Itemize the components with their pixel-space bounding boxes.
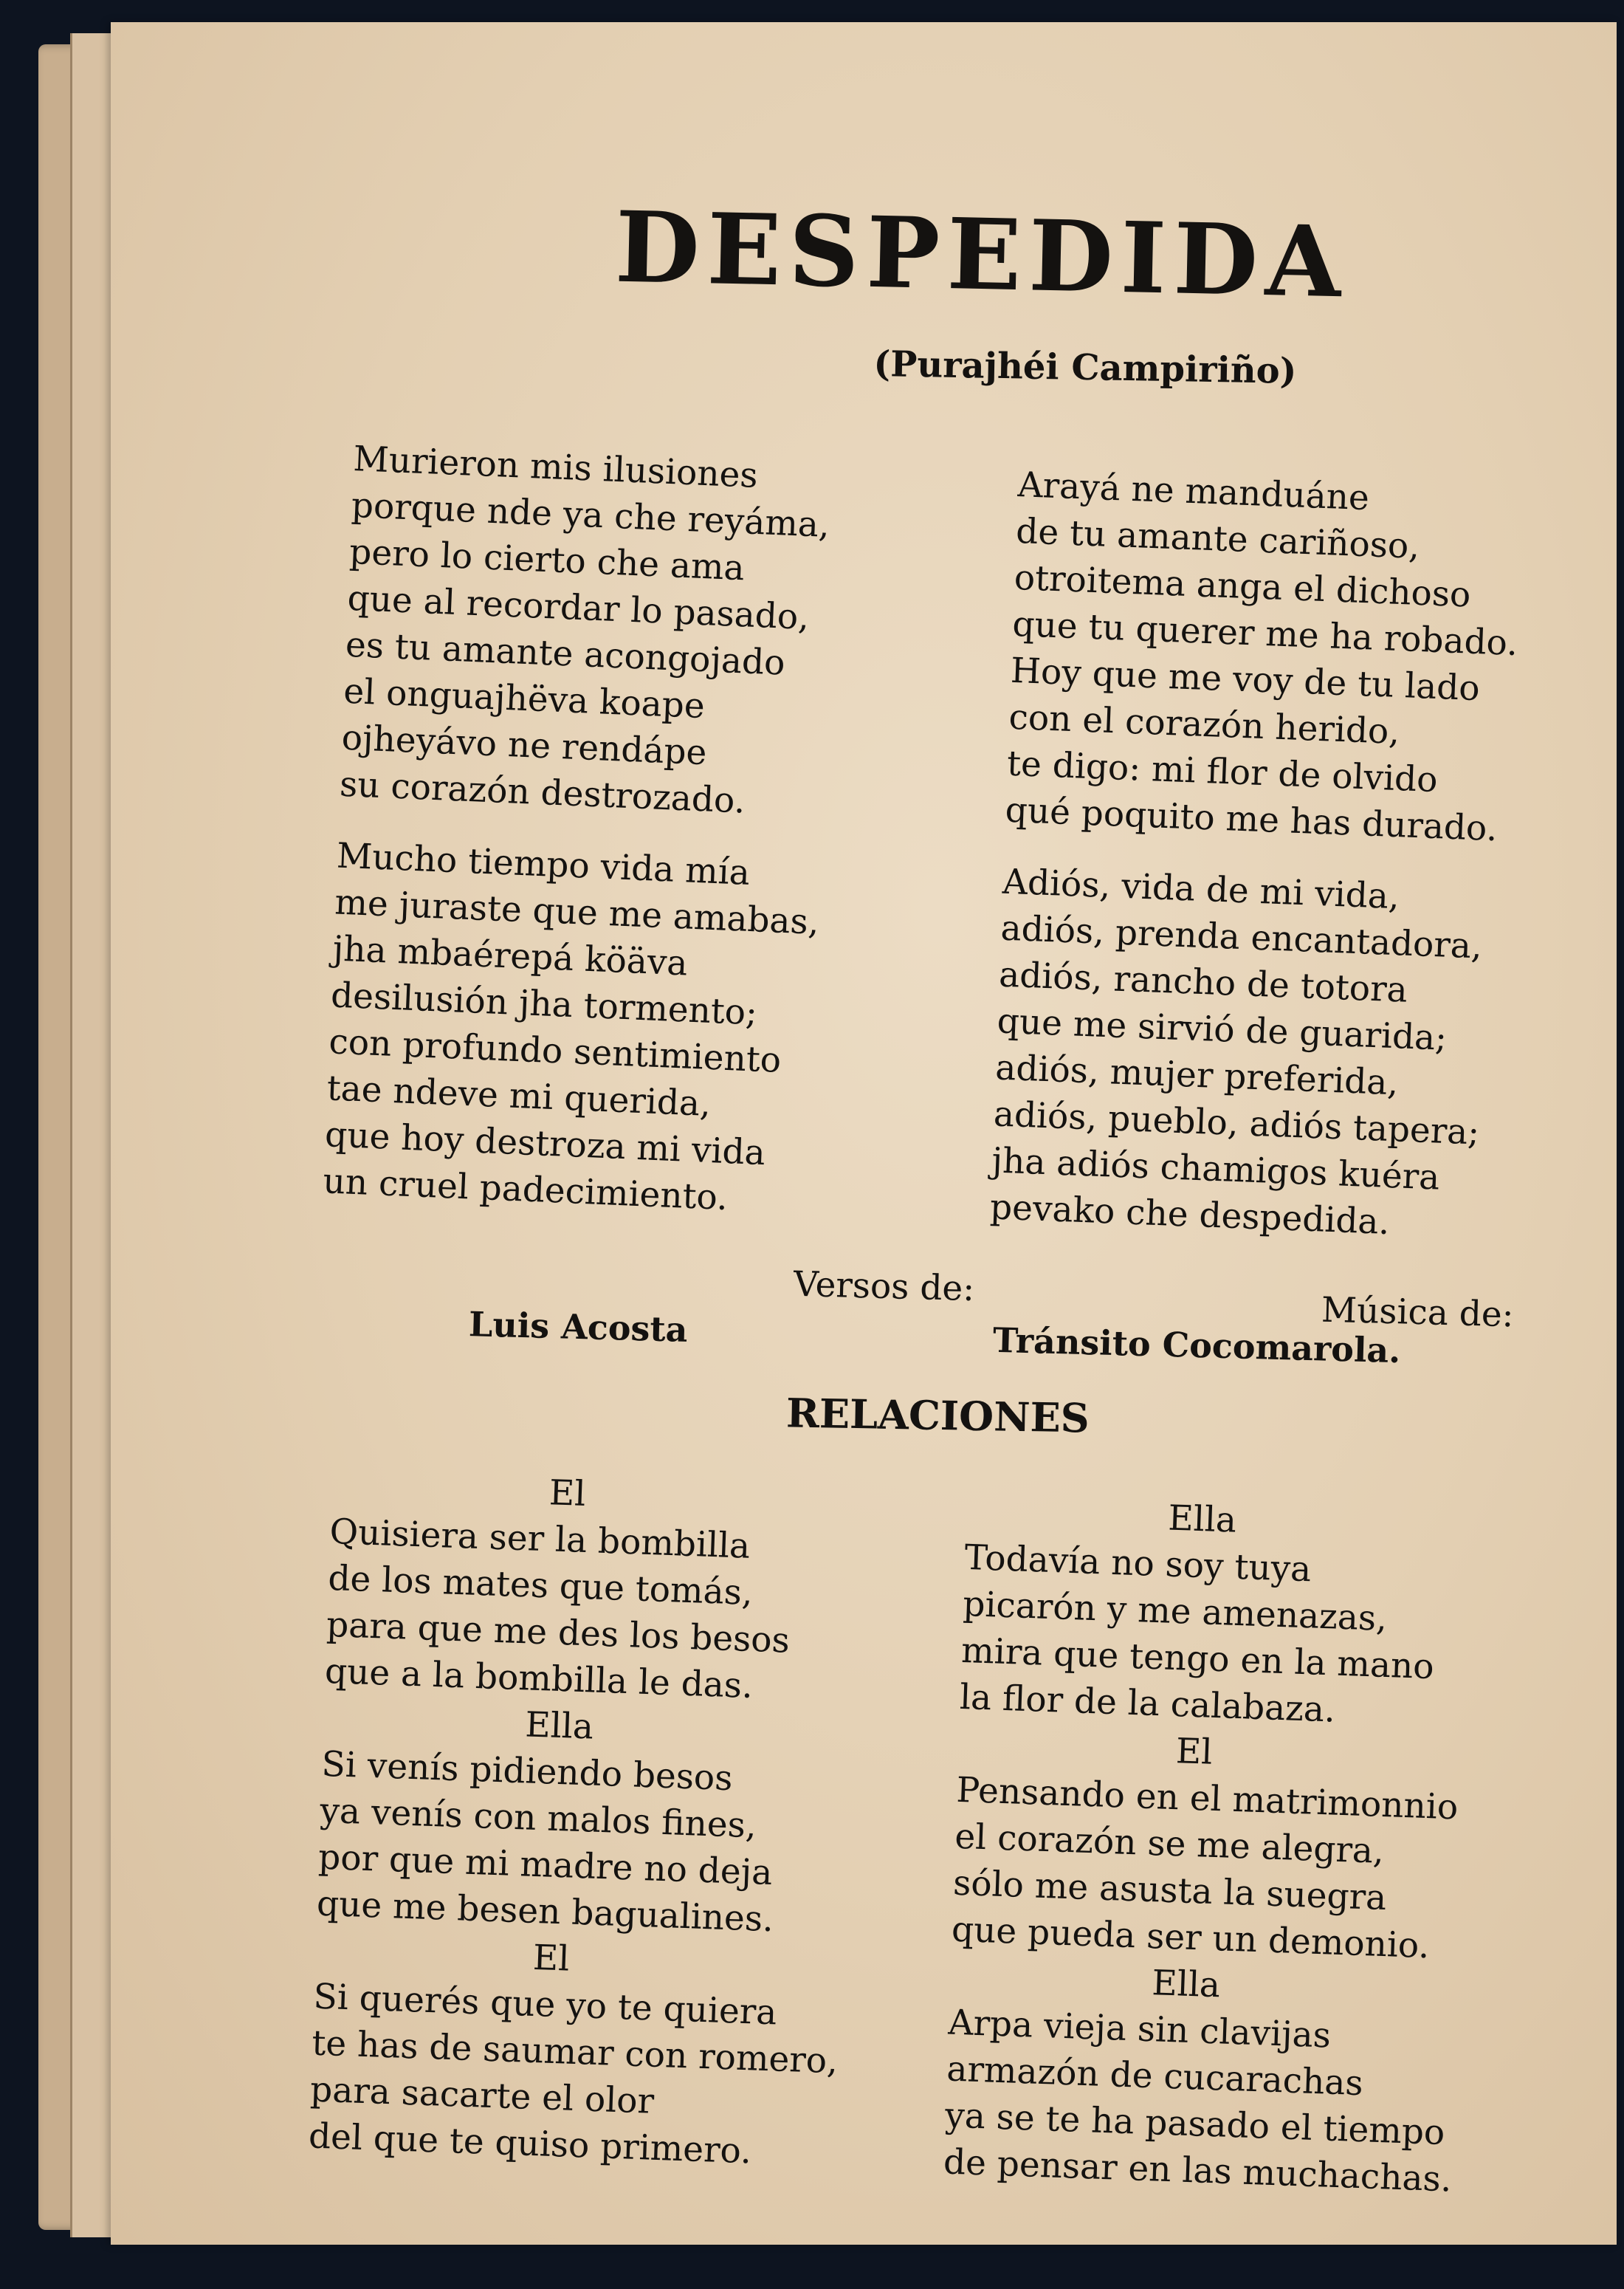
verse-line: adiós, rancho de totora: [998, 954, 1408, 1011]
verse-line: que pueda ser un demonio.: [951, 1909, 1431, 1967]
verse-line: me juraste que me amabas,: [334, 882, 820, 943]
relaciones-right-column: [943, 1488, 1475, 2203]
verse-line: la flor de la calabaza.: [959, 1676, 1336, 1731]
verse-line: con profundo sentimiento: [328, 1021, 782, 1081]
music-credit-label: Música de:: [1321, 1289, 1515, 1336]
verse-line: Si venís pidiendo besos: [320, 1743, 734, 1799]
verse-line: con el corazón herido,: [1008, 696, 1401, 753]
verse-line: por que mi madre no deja: [317, 1836, 774, 1894]
speaker-label: Ella: [524, 1704, 594, 1748]
verse-line: Hoy que me voy de tu lado: [1010, 650, 1481, 710]
verse-line: el onguajhëva koape: [343, 670, 706, 727]
speaker-label: El: [532, 1937, 571, 1980]
verse-line: otroitema anga el dichoso: [1013, 557, 1472, 616]
verse-line: que tu querer me ha robado.: [1011, 603, 1519, 665]
verse-line: armazón de cucarachas: [946, 2048, 1364, 2104]
verse-line: que al recordar lo pasado,: [346, 577, 811, 638]
verse-line: tae ndeve mi querida,: [326, 1068, 712, 1125]
verse-line: de tu amante cariñoso,: [1015, 510, 1421, 567]
verse-line: desilusión jha tormento;: [330, 975, 759, 1034]
speaker-label: Ella: [1167, 1497, 1237, 1541]
verse-line: de pensar en las muchachas.: [943, 2141, 1453, 2200]
verse-line: qué poquito me has durado.: [1004, 789, 1499, 850]
verse-line: picarón y me amenazas,: [962, 1583, 1388, 1639]
verse-line: Pensando en el matrimonnio: [955, 1769, 1459, 1828]
section-heading-relaciones: RELACIONES: [785, 1389, 1090, 1442]
stanza: [1005, 461, 1524, 853]
relaciones-left-column: [308, 1462, 858, 2178]
verse-line: ojheyávo ne rendápe: [340, 717, 708, 774]
verse-line: Arpa vieja sin clavijas: [947, 2002, 1332, 2056]
verse-line: que hoy destroza mi vida: [324, 1114, 766, 1174]
verse-line: jha adiós chamigos kuéra: [991, 1140, 1441, 1198]
verse-line: pero lo cierto che ama: [348, 531, 746, 589]
verse-line: que me sirvió de guarida;: [996, 1001, 1448, 1059]
verse-line: porque nde ya che reyáma,: [350, 484, 830, 546]
poem-right-column: [988, 461, 1524, 1275]
speaker-label: El: [1175, 1731, 1214, 1773]
verse-line: Adiós, vida de mi vida,: [1002, 861, 1400, 918]
verse-line: mira que tengo en la mano: [960, 1630, 1435, 1688]
speaker-label: El: [548, 1472, 587, 1514]
verse-line: que me besen bagualines.: [316, 1883, 774, 1940]
stanza: [322, 833, 822, 1225]
verses-credit-label: Versos de:: [793, 1263, 975, 1310]
verse-line: Mucho tiempo vida mía: [336, 835, 751, 893]
speaker-label: Ella: [1151, 1963, 1221, 2006]
verse-line: Quisiera ser la bombilla: [328, 1511, 751, 1567]
verse-line: te digo: mi flor de olvido: [1006, 743, 1439, 801]
verse-line: para sacarte el olor: [309, 2069, 656, 2122]
verse-line: pevako che despedida.: [989, 1187, 1391, 1243]
verse-line: Si querés que yo te quiera: [312, 1976, 778, 2034]
book-page: [111, 22, 1617, 2245]
page-title: DESPEDIDA: [613, 190, 1350, 320]
music-author: Tránsito Cocomarola.: [992, 1319, 1401, 1371]
verse-line: Murieron mis ilusiones: [352, 438, 759, 496]
verse-line: Arayá ne manduáne: [1016, 464, 1370, 519]
stanza: [339, 436, 839, 828]
verse-line: el corazón se me alegra,: [954, 1816, 1385, 1872]
verse-line: sólo me asusta la suegra: [952, 1862, 1388, 1919]
verse-line: te has de saumar con romero,: [311, 2022, 839, 2082]
verse-line: es tu amante acongojado: [344, 624, 786, 684]
verse-line: del que te quiso primero.: [308, 2115, 752, 2172]
verse-line: ya se te ha pasado el tiempo: [944, 2095, 1446, 2154]
verse-line: ya venís con malos fines,: [319, 1790, 757, 1847]
verse-line: que a la bombilla le das.: [324, 1650, 754, 1707]
verses-author: Luis Acosta: [468, 1304, 689, 1350]
verse-line: adiós, prenda encantadora,: [999, 907, 1483, 967]
verse-line: de los mates que tomás,: [327, 1557, 754, 1613]
page-subtitle: (Purajhéi Campiriño): [873, 343, 1297, 392]
verse-line: para que me des los besos: [326, 1604, 791, 1661]
verse-line: adiós, mujer preferida,: [994, 1047, 1400, 1104]
verse-line: jha mbaérepá köäva: [331, 928, 689, 984]
verse-line: su corazón destrozado.: [339, 763, 746, 822]
poem-left-column: [321, 436, 839, 1250]
verse-line: adiós, pueblo, adiós tapera;: [992, 1094, 1481, 1153]
verse-line: un cruel padecimiento.: [322, 1161, 729, 1219]
verse-line: Todavía no soy tuya: [963, 1537, 1312, 1590]
stanza: [989, 859, 1509, 1250]
